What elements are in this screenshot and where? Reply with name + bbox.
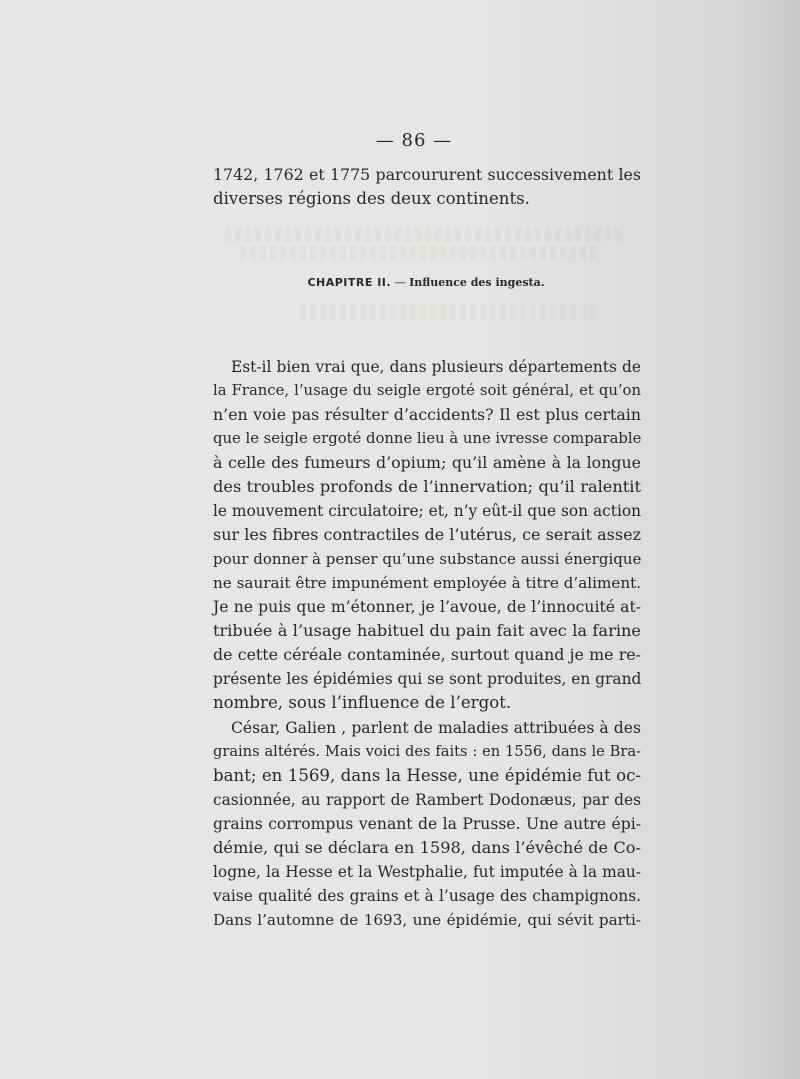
chapter-heading xyxy=(0,276,800,289)
text-line: des troubles profonds de l’innervation; qu’il ralentit xyxy=(213,477,641,496)
chapter-title: Influence des ingesta. xyxy=(409,276,545,289)
text-line: la France, l’usage du seigle ergoté soit général, et qu’on xyxy=(213,382,641,399)
show-through-text xyxy=(240,246,600,260)
text-line: casionnée, au rapport de Rambert Dodonæus, par des xyxy=(213,791,641,809)
text-line: grains corrompus venant de la Prusse. Une autre épi- xyxy=(213,815,641,833)
text-line: grains altérés. Mais voici des faits : en 1556, dans le Bra- xyxy=(213,743,641,760)
text-line: ne saurait être impunément employée à titre d’aliment. xyxy=(213,574,642,592)
page-number: — 86 — xyxy=(375,130,453,151)
text-line: pour donner à penser qu’une substance aussi énergique xyxy=(213,550,642,568)
show-through-text xyxy=(225,228,625,242)
text-line: logne, la Hesse et la Westphalie, fut imputée à la mau- xyxy=(213,863,641,881)
text-line: de cette céréale contaminée, surtout quand je me re- xyxy=(213,645,641,664)
text-line: Dans l’automne de 1693, une épidémie, qui sévit parti- xyxy=(213,911,641,929)
text-line: présente les épidémies qui se sont produites, en grand xyxy=(213,670,642,688)
text-line: tribuée à l’usage habituel du pain fait avec la farine xyxy=(213,621,641,640)
chapter-label: CHAPITRE II. xyxy=(307,276,392,289)
text-line: 1742, 1762 et 1775 parcoururent successivement les xyxy=(213,165,641,184)
text-line: bant; en 1569, dans la Hesse, une épidémie fut oc- xyxy=(213,766,641,785)
text-line: nombre, sous l’influence de l’ergot. xyxy=(213,693,512,712)
text-line: Est-il bien vrai que, dans plusieurs départements de xyxy=(231,358,641,376)
text-line: le mouvement circulatoire; et, n’y eût-il que son action xyxy=(213,502,642,520)
text-line: démie, qui se déclara en 1598, dans l’évêché de Co- xyxy=(213,838,641,857)
text-line: vaise qualité des grains et à l’usage des champignons. xyxy=(213,887,641,905)
text-line: Je ne puis que m’étonner, je l’avoue, de l’innocuité at- xyxy=(213,598,641,616)
text-line: à celle des fumeurs d’opium; qu’il amène à la longue xyxy=(213,453,641,472)
text-line: César, Galien , parlent de maladies attribuées à des xyxy=(231,719,641,737)
text-line: sur les fibres contractiles de l’utérus, ce serait assez xyxy=(213,525,641,544)
text-line: n’en voie pas résulter d’accidents? Il est plus certain xyxy=(213,405,641,424)
chapter-dash: — xyxy=(394,276,406,289)
text-line: que le seigle ergoté donne lieu à une ivresse comparable xyxy=(213,430,642,447)
text-line: diverses régions des deux continents. xyxy=(213,189,530,208)
show-through-text xyxy=(300,305,600,319)
